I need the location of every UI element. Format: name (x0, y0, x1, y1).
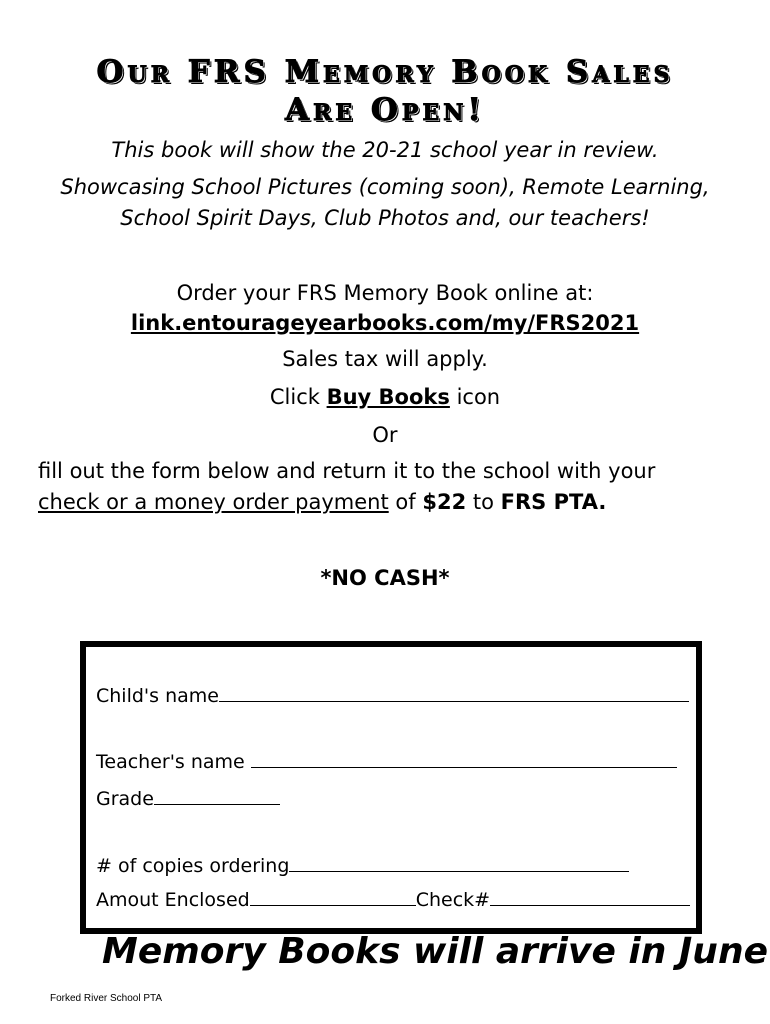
or-text: Or (372, 423, 398, 447)
amount-label: Amout Enclosed (96, 889, 250, 911)
click-suffix: icon (456, 385, 501, 409)
teacher-name-row (96, 749, 677, 773)
payee: FRS PTA. (500, 490, 607, 514)
order-url-row (0, 311, 770, 335)
teacher-name-field[interactable] (251, 749, 677, 768)
check-field[interactable] (490, 887, 690, 906)
copies-field[interactable] (289, 853, 629, 872)
order-link[interactable]: link.entourageyearbooks.com/my/FRS2021 (130, 311, 640, 335)
child-name-label: Child's name (96, 685, 219, 707)
payment-method: check or a money order payment (38, 490, 389, 514)
arrival-message: Memory Books will arrive in June (102, 931, 768, 972)
buy-books-link[interactable]: Buy Books (326, 385, 450, 409)
sales-tax-note: Sales tax will apply. (282, 347, 488, 371)
footer-organization: Forked River School PTA (50, 993, 163, 1004)
payment-instruction (38, 490, 606, 514)
amount-field[interactable] (250, 887, 416, 906)
buy-books-instruction (0, 385, 770, 409)
intro-line2: Showcasing School Pictures (coming soon), Remote Learning, (60, 175, 710, 199)
intro-line3: School Spirit Days, Club Photos and, our teachers! (120, 206, 650, 230)
check-label: Check# (415, 889, 491, 911)
of-text: of (395, 490, 416, 514)
child-name-field[interactable] (219, 683, 689, 702)
grade-row (96, 786, 280, 810)
price: $22 (422, 490, 467, 514)
to-text: to (472, 490, 494, 514)
payment-row (96, 887, 690, 911)
order-form (80, 641, 702, 934)
no-cash-notice: *NO CASH* (320, 566, 450, 590)
teacher-name-label: Teacher's name (96, 751, 245, 773)
child-name-row (96, 683, 689, 707)
click-prefix: Click (269, 385, 320, 409)
headline-line2: Are Open! (285, 92, 485, 128)
grade-field[interactable] (154, 786, 280, 805)
copies-label: # of copies ordering (96, 855, 290, 877)
intro-line1: This book will show the 20-21 school year in review. (111, 138, 659, 162)
order-line: Order your FRS Memory Book online at: (176, 281, 594, 305)
grade-label: Grade (96, 788, 154, 810)
fill-out-instruction: fill out the form below and return it to the school with your (38, 459, 656, 483)
copies-row (96, 853, 629, 877)
headline-line1: Our FRS Memory Book Sales (96, 54, 674, 90)
